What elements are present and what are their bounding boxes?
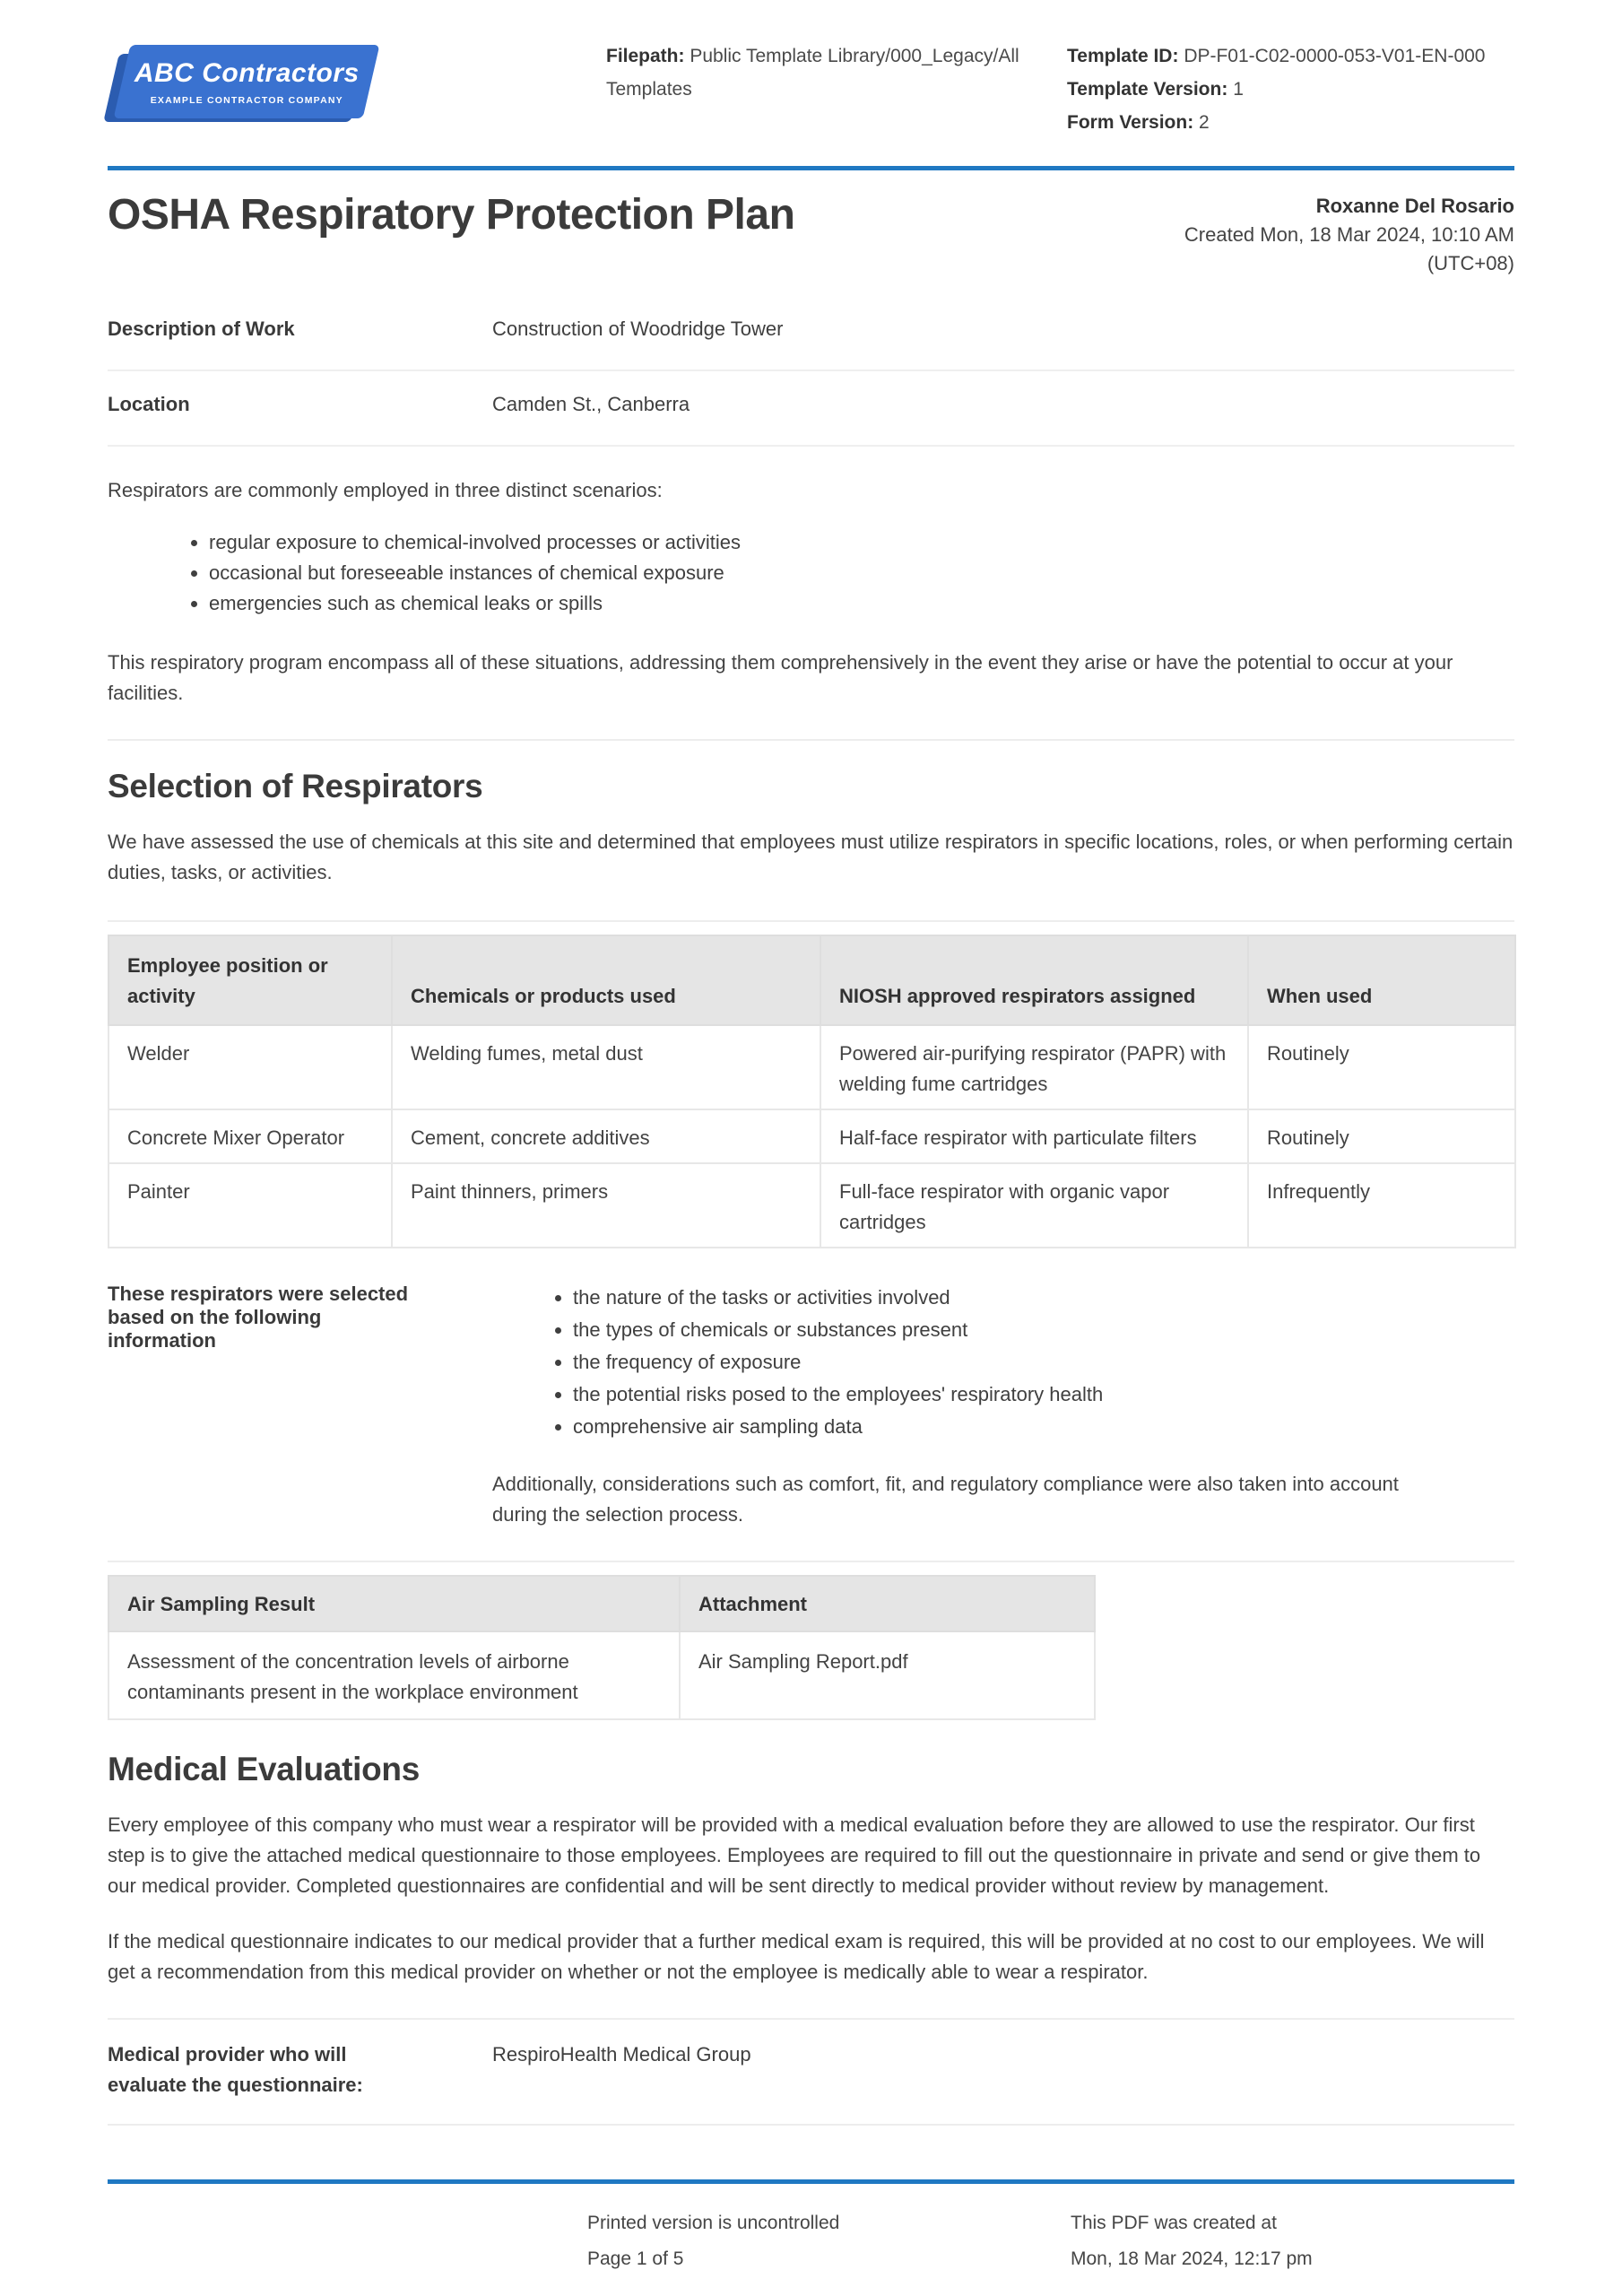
medical-paragraph-2: If the medical questionnaire indicates to our medical provider that a further medical exam is required, this will be provided at no cost to our employees. We will get a recommendation from this medical provider on whether or not the employee is medically able to wear a respirator. xyxy=(108,1930,1485,1983)
list-item: • the types of chemicals or substances present xyxy=(573,1315,1514,1345)
form-version-value: 2 xyxy=(1199,112,1210,133)
column-header: Attachment xyxy=(680,1576,1095,1631)
form-version-label: Form Version: xyxy=(1067,112,1194,133)
created-block xyxy=(1184,190,1514,278)
table-cell: Welder xyxy=(108,1025,392,1109)
form-version-line xyxy=(1067,106,1569,139)
table-row xyxy=(108,1109,1515,1163)
template-id-line xyxy=(1067,39,1569,73)
selection-basis-list xyxy=(492,1283,1514,1442)
medical-paragraph-1: Every employee of this company who must wear a respirator will be provided with a medical evaluation before they are allowed to use the respirator. Our first step is to give the attached medical questionnaire to those employees. Employees are required to fill out the questionnaire in private and send or give them to our medical provider. Completed questionnaires are confidential and will be sent directly to medical provider without review by management. xyxy=(108,1813,1481,1897)
info-table xyxy=(108,296,1514,447)
intro-lead-paragraph: Respirators are commonly employed in three distinct scenarios: xyxy=(108,479,663,501)
section-divider xyxy=(108,739,1514,741)
author-name: Roxanne Del Rosario xyxy=(1315,195,1514,217)
table-cell: Routinely xyxy=(1248,1025,1515,1109)
scenario-list xyxy=(108,527,1514,619)
template-meta xyxy=(1067,39,1569,139)
table-cell: Infrequently xyxy=(1248,1163,1515,1248)
list-item: • the nature of the tasks or activities involved xyxy=(573,1283,1514,1313)
footer-created-timestamp: Mon, 18 Mar 2024, 12:17 pm xyxy=(1071,2248,1313,2269)
logo-subtitle: EXAMPLE CONTRACTOR COMPANY xyxy=(150,94,343,106)
filepath xyxy=(606,39,1054,106)
table-cell: Cement, concrete additives xyxy=(392,1109,820,1163)
table-cell: Powered air-purifying respirator (PAPR) with welding fume cartridges xyxy=(820,1025,1248,1109)
provider-label: Medical provider who will evaluate the questionnaire: xyxy=(108,2043,363,2096)
filepath-label: Filepath: xyxy=(606,46,685,66)
attachment-filename: Air Sampling Report.pdf xyxy=(680,1631,1095,1719)
filepath-value: Public Template Library/000_Legacy/All Templates xyxy=(606,46,1019,100)
footer-created-label: This PDF was created at xyxy=(1071,2213,1277,2233)
table-cell: Concrete Mixer Operator xyxy=(108,1109,392,1163)
list-item: • occasional but foreseeable instances of chemical exposure xyxy=(209,558,1514,588)
created-timezone: (UTC+08) xyxy=(1427,252,1514,274)
list-item: • regular exposure to chemical-involved processes or activities xyxy=(209,527,1514,558)
row-label: Description of Work xyxy=(108,317,295,340)
template-id-label: Template ID: xyxy=(1067,46,1179,66)
company-logo xyxy=(108,41,395,127)
column-header: When used xyxy=(1248,935,1515,1025)
list-item: • comprehensive air sampling data xyxy=(573,1412,1514,1442)
footer-divider-rule xyxy=(108,2179,1514,2184)
row-label: Location xyxy=(108,393,190,415)
table-cell: Half-face respirator with particulate filters xyxy=(820,1109,1248,1163)
selection-basis-note: Additionally, considerations such as comfort, fit, and regulatory compliance were also taken into account during the selection process. xyxy=(492,1473,1399,1526)
column-header: Chemicals or products used xyxy=(392,935,820,1025)
table-row xyxy=(108,1631,1095,1719)
page-number: Page 1 of 5 xyxy=(587,2248,684,2269)
row-value: Camden St., Canberra xyxy=(492,393,690,415)
row-value: Construction of Woodridge Tower xyxy=(492,317,784,340)
table-cell: Paint thinners, primers xyxy=(392,1163,820,1248)
column-header: Air Sampling Result xyxy=(108,1576,680,1631)
table-cell: Assessment of the concentration levels of airborne contaminants present in the workplace environment xyxy=(108,1631,680,1719)
page-title: OSHA Respiratory Protection Plan xyxy=(108,191,795,239)
table-header-row xyxy=(108,1576,1095,1631)
section-heading-selection: Selection of Respirators xyxy=(108,768,483,804)
template-version-value: 1 xyxy=(1233,79,1244,100)
table-cell: Painter xyxy=(108,1163,392,1248)
provider-value: RespiroHealth Medical Group xyxy=(492,2043,751,2066)
section-divider xyxy=(108,1561,1514,1562)
section-divider xyxy=(108,920,1514,922)
list-item: • emergencies such as chemical leaks or spills xyxy=(209,588,1514,619)
page-footer xyxy=(108,2179,1514,2277)
respirator-table xyxy=(108,935,1516,1248)
table-cell: Full-face respirator with organic vapor cartridges xyxy=(820,1163,1248,1248)
location-row xyxy=(108,371,1514,447)
intro-closing-paragraph: This respiratory program encompass all of these situations, addressing them comprehensively in the event they arise or have the potential to occur at your facilities. xyxy=(108,651,1453,704)
column-header: Employee position or activity xyxy=(108,935,392,1025)
document-header xyxy=(108,39,1514,148)
provider-row xyxy=(108,2018,1514,2126)
footer-uncontrolled-note: Printed version is uncontrolled xyxy=(587,2213,840,2233)
logo-shape xyxy=(114,45,380,118)
header-divider-rule xyxy=(108,166,1514,170)
selection-basis-label: These respirators were selected based on the following information xyxy=(108,1283,409,1352)
template-version-label: Template Version: xyxy=(1067,79,1228,100)
section-heading-medical: Medical Evaluations xyxy=(108,1751,420,1787)
created-timestamp: Created Mon, 18 Mar 2024, 10:10 AM xyxy=(1184,223,1514,246)
selection-basis xyxy=(108,1283,1514,1530)
air-sampling-table xyxy=(108,1575,1096,1720)
table-cell: Routinely xyxy=(1248,1109,1515,1163)
template-version-line xyxy=(1067,73,1569,106)
table-row xyxy=(108,1163,1515,1248)
selection-intro-paragraph: We have assessed the use of chemicals at this site and determined that employees must utilize respirators in specific locations, roles, or when performing certain duties, tasks, or activities. xyxy=(108,831,1514,883)
table-cell: Welding fumes, metal dust xyxy=(392,1025,820,1109)
column-header: NIOSH approved respirators assigned xyxy=(820,935,1248,1025)
template-id-value: DP-F01-C02-0000-053-V01-EN-000 xyxy=(1184,46,1486,66)
list-item: • the potential risks posed to the employees' respiratory health xyxy=(573,1379,1514,1410)
logo-title: ABC Contractors xyxy=(134,57,360,88)
description-of-work-row xyxy=(108,296,1514,371)
list-item: • the frequency of exposure xyxy=(573,1347,1514,1378)
table-row xyxy=(108,1025,1515,1109)
table-header-row xyxy=(108,935,1515,1025)
